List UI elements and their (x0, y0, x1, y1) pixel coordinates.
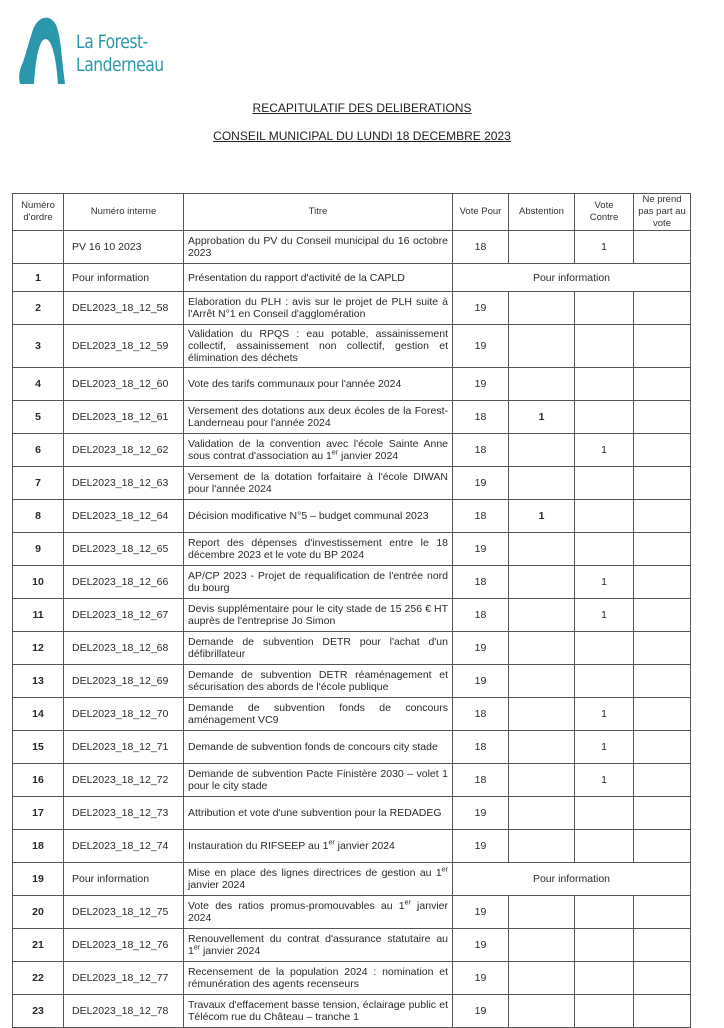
cell-titre: Vote des ratios promus-promouvables au 1er janvier 2024 (184, 896, 453, 929)
cell-vote-pour: 19 (453, 896, 509, 929)
cell-interne: DEL2023_18_12_63 (64, 467, 184, 500)
cell-interne: Pour information (64, 264, 184, 292)
table-header-row (13, 194, 691, 231)
cell-ordre: 22 (13, 962, 64, 995)
cell-abstention (509, 632, 575, 665)
cell-titre: AP/CP 2023 - Projet de requalification de l'entrée nord du bourg (184, 566, 453, 599)
cell-vote-pour: 19 (453, 995, 509, 1028)
cell-nppv (634, 401, 691, 434)
cell-abstention (509, 566, 575, 599)
cell-ordre: 8 (13, 500, 64, 533)
cell-ordre: 23 (13, 995, 64, 1028)
cell-vote-contre (575, 533, 634, 566)
cell-vote-contre: 1 (575, 566, 634, 599)
table-row (13, 292, 691, 325)
cell-ordre: 20 (13, 896, 64, 929)
cell-vote-pour: 19 (453, 467, 509, 500)
cell-abstention (509, 231, 575, 264)
cell-abstention (509, 995, 575, 1028)
cell-vote-pour: 19 (453, 665, 509, 698)
cell-interne: DEL2023_18_12_58 (64, 292, 184, 325)
table-row (13, 325, 691, 368)
cell-interne: DEL2023_18_12_74 (64, 830, 184, 863)
cell-vote-contre: 1 (575, 764, 634, 797)
cell-interne: DEL2023_18_12_77 (64, 962, 184, 995)
cell-vote-pour: 19 (453, 632, 509, 665)
cell-nppv (634, 962, 691, 995)
cell-ordre: 7 (13, 467, 64, 500)
table-row (13, 896, 691, 929)
cell-titre: Devis supplémentaire pour le city stade de 15 256 € HT auprès de l'entreprise Jo Simon (184, 599, 453, 632)
cell-vote-pour: 18 (453, 566, 509, 599)
table-row (13, 599, 691, 632)
table-row (13, 632, 691, 665)
cell-interne: DEL2023_18_12_68 (64, 632, 184, 665)
cell-vote-contre: 1 (575, 731, 634, 764)
cell-vote-pour: 19 (453, 830, 509, 863)
cell-vote-pour: 19 (453, 368, 509, 401)
table-row (13, 797, 691, 830)
cell-abstention: 1 (509, 500, 575, 533)
cell-titre: Demande de subvention DETR réaménagement et sécurisation des abords de l'école publique (184, 665, 453, 698)
cell-vote-pour: 18 (453, 434, 509, 467)
cell-titre: Validation du RPQS : eau potable, assainissement collectif, assainissement non collectif, gestion et élimination des déchets (184, 325, 453, 368)
cell-ordre: 6 (13, 434, 64, 467)
cell-vote-contre: 1 (575, 698, 634, 731)
cell-nppv (634, 231, 691, 264)
logo-line-2: Landerneau (76, 54, 164, 76)
col-header-contre: Vote Contre (575, 194, 634, 231)
cell-abstention (509, 434, 575, 467)
cell-titre: Mise en place des lignes directrices de gestion au 1er janvier 2024 (184, 863, 453, 896)
cell-abstention (509, 467, 575, 500)
cell-abstention (509, 797, 575, 830)
cell-vote-pour: 19 (453, 533, 509, 566)
cell-titre: Vote des tarifs communaux pour l'année 2024 (184, 368, 453, 401)
cell-nppv (634, 325, 691, 368)
cell-nppv (634, 665, 691, 698)
cell-interne: DEL2023_18_12_73 (64, 797, 184, 830)
cell-abstention (509, 292, 575, 325)
cell-ordre (13, 231, 64, 264)
cell-interne: DEL2023_18_12_62 (64, 434, 184, 467)
document-subtitle: CONSEIL MUNICIPAL DU LUNDI 18 DECEMBRE 2023 (213, 129, 511, 143)
col-header-interne: Numéro interne (64, 194, 184, 231)
cell-ordre: 3 (13, 325, 64, 368)
logo-text (76, 31, 164, 77)
cell-interne: DEL2023_18_12_72 (64, 764, 184, 797)
cell-vote-contre (575, 830, 634, 863)
col-header-ordre: Numéro d'ordre (13, 194, 64, 231)
cell-vote-contre (575, 368, 634, 401)
cell-abstention (509, 830, 575, 863)
col-header-titre: Titre (184, 194, 453, 231)
cell-ordre: 18 (13, 830, 64, 863)
cell-nppv (634, 896, 691, 929)
cell-nppv (634, 797, 691, 830)
cell-vote-pour: 18 (453, 231, 509, 264)
cell-interne: DEL2023_18_12_71 (64, 731, 184, 764)
cell-titre: Report des dépenses d'investissement entre le 18 décembre 2023 et le vote du BP 2024 (184, 533, 453, 566)
col-header-nppv: Ne prend pas part au vote (634, 194, 691, 231)
cell-nppv (634, 731, 691, 764)
col-header-pour: Vote Pour (453, 194, 509, 231)
cell-titre: Renouvellement du contrat d'assurance statutaire au 1er janvier 2024 (184, 929, 453, 962)
cell-nppv (634, 500, 691, 533)
cell-nppv (634, 995, 691, 1028)
table-row (13, 830, 691, 863)
cell-abstention (509, 368, 575, 401)
cell-vote-pour: 18 (453, 698, 509, 731)
cell-interne: PV 16 10 2023 (64, 231, 184, 264)
cell-vote-contre (575, 401, 634, 434)
table-row (13, 566, 691, 599)
cell-ordre: 11 (13, 599, 64, 632)
cell-abstention (509, 599, 575, 632)
cell-abstention (509, 325, 575, 368)
deliberations-table (12, 193, 691, 1028)
cell-interne: DEL2023_18_12_67 (64, 599, 184, 632)
cell-titre: Validation de la convention avec l'école Sainte Anne sous contrat d'association au 1er janvier 2024 (184, 434, 453, 467)
table-row (13, 467, 691, 500)
cell-ordre: 2 (13, 292, 64, 325)
cell-vote-pour: 19 (453, 929, 509, 962)
table-row (13, 368, 691, 401)
cell-vote-pour: 19 (453, 797, 509, 830)
cell-vote-contre (575, 292, 634, 325)
cell-nppv (634, 830, 691, 863)
cell-titre: Recensement de la population 2024 : nomination et rémunération des agents recenseurs (184, 962, 453, 995)
cell-interne: Pour information (64, 863, 184, 896)
table-row (13, 962, 691, 995)
cell-abstention (509, 764, 575, 797)
cell-pour-information: Pour information (453, 863, 691, 896)
cell-ordre: 17 (13, 797, 64, 830)
table-row (13, 434, 691, 467)
table-body (13, 231, 691, 1028)
cell-ordre: 19 (13, 863, 64, 896)
cell-vote-pour: 18 (453, 764, 509, 797)
table-row (13, 401, 691, 434)
cell-ordre: 10 (13, 566, 64, 599)
cell-titre: Versement des dotations aux deux écoles de la Forest-Landerneau pour l'année 2024 (184, 401, 453, 434)
cell-ordre: 5 (13, 401, 64, 434)
cell-interne: DEL2023_18_12_60 (64, 368, 184, 401)
cell-ordre: 15 (13, 731, 64, 764)
cell-vote-contre: 1 (575, 434, 634, 467)
cell-nppv (634, 434, 691, 467)
cell-abstention (509, 533, 575, 566)
table-row (13, 764, 691, 797)
cell-nppv (634, 292, 691, 325)
cell-titre: Approbation du PV du Conseil municipal du 16 octobre 2023 (184, 231, 453, 264)
cell-vote-contre (575, 896, 634, 929)
cell-titre: Versement de la dotation forfaitaire à l'école DIWAN pour l'année 2024 (184, 467, 453, 500)
cell-ordre: 1 (13, 264, 64, 292)
cell-abstention (509, 665, 575, 698)
cell-nppv (634, 368, 691, 401)
cell-vote-contre (575, 962, 634, 995)
cell-nppv (634, 929, 691, 962)
cell-ordre: 13 (13, 665, 64, 698)
cell-vote-pour: 18 (453, 731, 509, 764)
cell-abstention (509, 698, 575, 731)
cell-vote-pour: 18 (453, 599, 509, 632)
cell-titre: Présentation du rapport d'activité de la CAPLD (184, 264, 453, 292)
document-title: RECAPITULATIF DES DELIBERATIONS (252, 101, 472, 115)
cell-titre: Attribution et vote d'une subvention pour la REDADEG (184, 797, 453, 830)
cell-titre: Travaux d'effacement basse tension, éclairage public et Télécom rue du Château – tranche 1 (184, 995, 453, 1028)
cell-vote-contre (575, 325, 634, 368)
cell-interne: DEL2023_18_12_75 (64, 896, 184, 929)
arch-logo-icon (14, 14, 74, 86)
cell-interne: DEL2023_18_12_66 (64, 566, 184, 599)
cell-titre: Demande de subvention fonds de concours city stade (184, 731, 453, 764)
table-row (13, 533, 691, 566)
cell-interne: DEL2023_18_12_69 (64, 665, 184, 698)
cell-vote-pour: 18 (453, 401, 509, 434)
cell-interne: DEL2023_18_12_76 (64, 929, 184, 962)
cell-pour-information: Pour information (453, 264, 691, 292)
cell-nppv (634, 632, 691, 665)
cell-vote-contre (575, 995, 634, 1028)
logo (14, 14, 189, 86)
logo-line-1: La Forest- (76, 31, 148, 53)
cell-nppv (634, 698, 691, 731)
cell-abstention (509, 731, 575, 764)
table-row (13, 231, 691, 264)
cell-abstention (509, 962, 575, 995)
cell-nppv (634, 533, 691, 566)
cell-nppv (634, 764, 691, 797)
cell-vote-contre (575, 929, 634, 962)
table-row (13, 264, 691, 292)
cell-interne: DEL2023_18_12_61 (64, 401, 184, 434)
col-header-abstention: Abstention (509, 194, 575, 231)
cell-vote-pour: 19 (453, 292, 509, 325)
cell-titre: Décision modificative N°5 – budget communal 2023 (184, 500, 453, 533)
cell-ordre: 12 (13, 632, 64, 665)
cell-nppv (634, 467, 691, 500)
cell-abstention: 1 (509, 401, 575, 434)
cell-vote-pour: 19 (453, 962, 509, 995)
cell-vote-contre (575, 665, 634, 698)
cell-interne: DEL2023_18_12_64 (64, 500, 184, 533)
cell-nppv (634, 599, 691, 632)
table-row (13, 698, 691, 731)
cell-vote-pour: 19 (453, 325, 509, 368)
table-row (13, 500, 691, 533)
cell-ordre: 16 (13, 764, 64, 797)
cell-titre: Demande de subvention Pacte Finistère 2030 – volet 1 pour le city stade (184, 764, 453, 797)
cell-interne: DEL2023_18_12_70 (64, 698, 184, 731)
cell-abstention (509, 896, 575, 929)
cell-vote-contre (575, 500, 634, 533)
cell-vote-contre: 1 (575, 231, 634, 264)
cell-vote-contre (575, 467, 634, 500)
cell-interne: DEL2023_18_12_65 (64, 533, 184, 566)
table-row (13, 995, 691, 1028)
table-row (13, 665, 691, 698)
cell-titre: Demande de subvention fonds de concours aménagement VC9 (184, 698, 453, 731)
table-row (13, 731, 691, 764)
cell-abstention (509, 929, 575, 962)
cell-vote-contre (575, 797, 634, 830)
cell-vote-pour: 18 (453, 500, 509, 533)
cell-vote-contre (575, 632, 634, 665)
cell-titre: Elaboration du PLH : avis sur le projet de PLH suite à l'Arrêt N°1 en Conseil d'agglomération (184, 292, 453, 325)
cell-titre: Instauration du RIFSEEP au 1er janvier 2024 (184, 830, 453, 863)
cell-ordre: 9 (13, 533, 64, 566)
cell-interne: DEL2023_18_12_78 (64, 995, 184, 1028)
cell-vote-contre: 1 (575, 599, 634, 632)
cell-nppv (634, 566, 691, 599)
table-row (13, 863, 691, 896)
cell-ordre: 21 (13, 929, 64, 962)
cell-titre: Demande de subvention DETR pour l'achat d'un défibrillateur (184, 632, 453, 665)
cell-interne: DEL2023_18_12_59 (64, 325, 184, 368)
cell-ordre: 14 (13, 698, 64, 731)
table-row (13, 929, 691, 962)
cell-ordre: 4 (13, 368, 64, 401)
